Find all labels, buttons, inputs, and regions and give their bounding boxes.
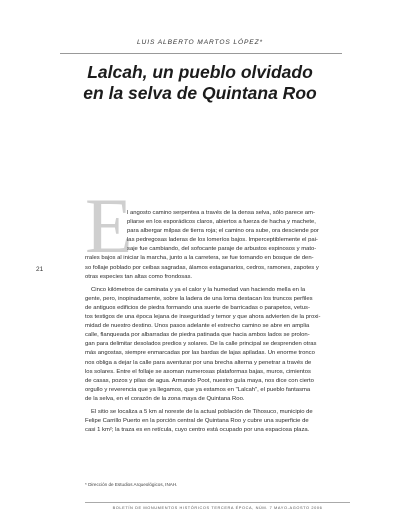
body-line: calle, flanqueada por albarradas de piedra patinada que hacia ambos lados se prolon- (85, 332, 310, 339)
header-rule (60, 53, 342, 54)
body-line: de la selva, en el corazón de la zona maya de Quintana Roo. (85, 395, 245, 402)
body-line: pliarse en los esporádicos claros, abiertos a fuerza de hacha y machete, (127, 219, 316, 226)
body-line: Felipe Carrillo Puerto en la porción central de Quintana Roo y cubre una superficie de (85, 418, 309, 425)
title-line-2: en la selva de Quintana Roo (83, 83, 317, 103)
body-line: saje fue cambiando, del sofocante paraje de arbustos espinosos y mato- (127, 246, 317, 253)
body-line: so follaje poblado por ceibas sagradas, álamos estaganarios, cedros, ramones, zapotes y (85, 264, 319, 271)
page-number: 21 (36, 266, 44, 273)
title-line-1: Lalcah, un pueblo olvidado (87, 62, 313, 82)
body-line: las pedregosas laderas de los lomeríos bajos. Imperceptiblemente el pai- (127, 237, 318, 244)
body-line: casi 1 km²; la traza es en retícula, cuyo centro está ocupado por una espaciosa plaza. (85, 427, 310, 434)
article-body (85, 209, 350, 435)
body-line: l angosto camino serpentea a través de la densa selva, sólo parece am- (127, 210, 315, 216)
body-line: orgullo y reverencia que ya llegamos, que ya estamos en "Lalcah", el pueblo fantasma (85, 386, 311, 393)
body-line: Cinco kilómetros de caminata y ya el calor y la humedad van haciendo mella en la (91, 286, 306, 293)
footnote: * Dirección de Estudios Arqueológicos, INAH. (85, 482, 178, 487)
body-line: los solares. Entre el follaje se asoman numerosas plataformas bajas, muros, cimientos (85, 368, 311, 375)
body-line: para albergar milpas de tierra roja; el camino ora sube, ora desciende por (127, 228, 319, 235)
author-line: LUIS ALBERTO MARTOS LÓPEZ* (136, 39, 263, 46)
body-line: de casas, pozos y pilas de agua. Armando Poot, nuestro guía maya, nos dice con cierto (85, 377, 314, 384)
article-title (0, 62, 400, 104)
running-footer: BOLETÍN DE MONUMENTOS HISTÓRICOS TERCERA ÉPOCA, NÚM. 7 MAYO-AGOSTO 2006 (112, 505, 323, 510)
body-line: rrales bajos al iniciar la marcha, junto a la carretera, se fue tornando en bosque de den- (85, 255, 314, 262)
footer-rule (85, 502, 350, 503)
body-line: gente, pero, inopinadamente, sobre la ladera de una loma destacan los truncos perfiles (85, 295, 313, 302)
drop-cap: E (85, 182, 133, 269)
body-line: midad de nuestro destino. Unos pasos adelante el estrecho camino se abre en amplia (85, 323, 310, 330)
body-line: gan para delimitar desolados predios y solares. De la calle principal se desprenden otras (85, 341, 317, 348)
body-line: otras especies tan altas como frondosas. (85, 273, 193, 280)
body-line: de antiguos edificios de piedra formando una suerte de barricadas o parapetos, vetus- (85, 304, 310, 311)
body-line: El sitio se localiza a 5 km al noreste de la actual población de Tihosuco, municipio de (91, 408, 313, 415)
body-line: tos testigos de una época lejana de inseguridad y temor y que ahora advierten de la proxi- (85, 314, 321, 321)
body-line: más angostas, siempre enmarcadas por las bardas de lajas apiladas. Un enorme tronco (85, 350, 315, 357)
body-line: nos obliga a dejar la calle para aventurar por una brecha alterna y penetrar a través de (85, 359, 312, 366)
